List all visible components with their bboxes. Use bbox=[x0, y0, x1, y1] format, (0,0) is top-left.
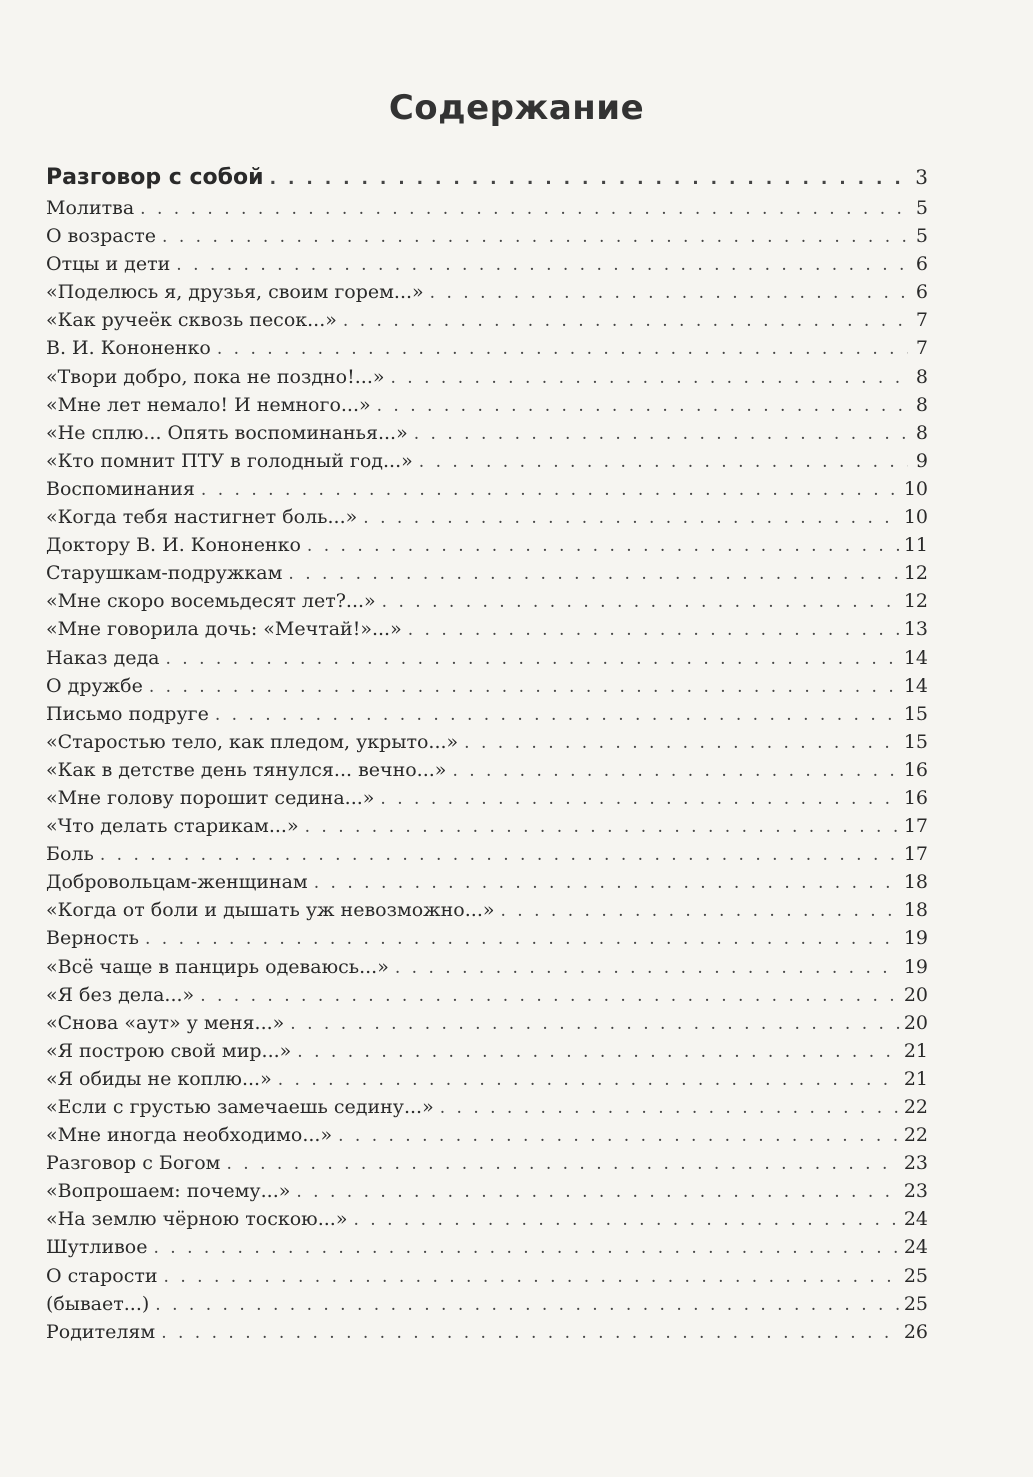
toc-entry-title: «Если с грустью замечаешь седину...» bbox=[46, 1096, 434, 1118]
toc-page-number: 20 bbox=[903, 983, 928, 1006]
dot-leader bbox=[464, 729, 900, 756]
toc-entry bbox=[46, 334, 928, 362]
toc-entry bbox=[46, 306, 928, 334]
toc-entry bbox=[46, 1093, 928, 1121]
toc-entry-title: «Всё чаще в панцирь одеваюсь...» bbox=[46, 955, 389, 978]
toc-entry bbox=[46, 222, 928, 250]
dot-leader bbox=[161, 1319, 900, 1346]
toc-entry-title: «Кто помнит ПТУ в голодный год...» bbox=[46, 449, 413, 472]
toc-entry bbox=[46, 896, 928, 924]
toc-entry-title: «Я построю свой мир...» bbox=[46, 1039, 292, 1062]
toc-entry-title: «Вопрошаем: почему...» bbox=[46, 1180, 291, 1203]
toc-entry bbox=[46, 1037, 928, 1065]
toc-page-number: 8 bbox=[915, 365, 928, 388]
toc-page-number: 18 bbox=[903, 899, 928, 922]
toc-entry bbox=[46, 840, 928, 868]
dot-leader bbox=[140, 195, 908, 222]
dot-leader bbox=[200, 982, 900, 1009]
toc-entry-title: «Мне лет немало! И немного...» bbox=[46, 393, 371, 416]
dot-leader bbox=[408, 616, 900, 643]
toc-entry bbox=[46, 1065, 928, 1093]
toc-entry-title: Добровольцам-женщинам bbox=[46, 871, 308, 894]
toc-entry bbox=[46, 1177, 928, 1205]
dot-leader bbox=[452, 757, 899, 784]
toc-page-number: 9 bbox=[915, 449, 928, 472]
toc-entry bbox=[46, 924, 928, 952]
dot-leader bbox=[377, 392, 908, 419]
toc-page-number: 21 bbox=[903, 1039, 928, 1062]
toc-page-number: 7 bbox=[915, 337, 928, 360]
dot-leader bbox=[296, 1178, 899, 1205]
dot-leader bbox=[391, 364, 909, 391]
toc-entry-title: «Поделюсь я, друзья, своим горем...» bbox=[46, 281, 424, 304]
toc-entry-title: Доктору В. И. Кононенко bbox=[46, 534, 301, 557]
toc-page-number: 17 bbox=[903, 815, 928, 838]
dot-leader bbox=[305, 813, 900, 840]
toc-entry bbox=[46, 812, 928, 840]
toc-entry bbox=[46, 784, 928, 812]
dot-leader bbox=[290, 1010, 900, 1037]
toc-entry bbox=[46, 419, 928, 447]
toc-entry-title: Родителям bbox=[46, 1320, 156, 1343]
toc-entry-title: «Старостью тело, как пледом, укрыто...» bbox=[46, 730, 459, 753]
toc-page-number: 11 bbox=[903, 534, 928, 557]
dot-leader bbox=[363, 504, 900, 531]
toc-page-number: 26 bbox=[903, 1320, 928, 1343]
table-of-contents bbox=[46, 160, 928, 1346]
toc-page-number: 23 bbox=[903, 1180, 928, 1203]
toc-entry-title: Шутливое bbox=[46, 1236, 148, 1259]
toc-entry-title: Письмо подруге bbox=[46, 702, 209, 725]
dot-leader bbox=[343, 307, 908, 334]
toc-entry bbox=[46, 194, 928, 222]
toc-page-number: 5 bbox=[915, 225, 928, 248]
toc-entry bbox=[46, 250, 928, 278]
toc-page-number: 23 bbox=[903, 1152, 928, 1175]
toc-entry-title: «Я без дела...» bbox=[46, 983, 195, 1006]
dot-leader bbox=[145, 925, 900, 952]
toc-entry-title: «Что делать старикам...» bbox=[46, 815, 299, 838]
toc-entry bbox=[46, 531, 928, 559]
toc-entry bbox=[46, 1233, 928, 1261]
toc-page-number: 25 bbox=[903, 1292, 928, 1315]
toc-entry bbox=[46, 644, 928, 672]
toc-entry bbox=[46, 447, 928, 475]
toc-entry-title: «Мне иногда необходимо...» bbox=[46, 1124, 333, 1147]
dot-leader bbox=[165, 645, 899, 672]
toc-entry bbox=[46, 728, 928, 756]
dot-leader bbox=[353, 1206, 899, 1233]
toc-page-number: 22 bbox=[903, 1096, 928, 1118]
dot-leader bbox=[201, 476, 900, 503]
toc-entry bbox=[46, 1205, 928, 1233]
toc-entry-title: О дружбе bbox=[46, 674, 143, 697]
dot-leader bbox=[440, 1094, 900, 1121]
toc-entry bbox=[46, 391, 928, 419]
toc-entry-title: «Не сплю... Опять воспоминанья...» bbox=[46, 421, 408, 444]
toc-entry bbox=[46, 981, 928, 1009]
toc-page-number: 8 bbox=[915, 421, 928, 444]
toc-page-number: 8 bbox=[915, 393, 928, 416]
dot-leader bbox=[164, 1263, 900, 1290]
toc-entry-title: Верность bbox=[46, 927, 139, 950]
toc-entry bbox=[46, 672, 928, 700]
toc-page-number: 18 bbox=[903, 871, 928, 894]
dot-leader bbox=[414, 420, 908, 447]
toc-entry-title: «Как ручеёк сквозь песок...» bbox=[46, 309, 337, 332]
toc-page-number: 15 bbox=[903, 702, 928, 725]
dot-leader bbox=[100, 841, 900, 868]
toc-entry-title: «Мне говорила дочь: «Мечтай!»...» bbox=[46, 618, 402, 641]
toc-entry-title: «Мне голову порошит седина...» bbox=[46, 786, 375, 809]
toc-page-number: 16 bbox=[903, 786, 928, 809]
toc-page-number: 15 bbox=[903, 730, 928, 753]
toc-entry-title: (бывает...) bbox=[46, 1292, 150, 1315]
toc-page-number: 6 bbox=[915, 253, 928, 276]
toc-page-number: 19 bbox=[903, 927, 928, 950]
toc-page-number: 22 bbox=[903, 1124, 928, 1147]
toc-page-number: 25 bbox=[903, 1264, 928, 1287]
dot-leader bbox=[270, 162, 908, 194]
toc-entry bbox=[46, 278, 928, 306]
toc-entry-title: Разговор с Богом bbox=[46, 1152, 221, 1175]
toc-entry-title: «Мне скоро восемьдесят лет?...» bbox=[46, 590, 376, 613]
toc-entry-title: «Как в детстве день тянулся... вечно...» bbox=[46, 758, 447, 781]
toc-page-number: 3 bbox=[915, 165, 928, 189]
dot-leader bbox=[278, 1066, 900, 1093]
toc-page-number: 13 bbox=[903, 618, 928, 641]
toc-entry bbox=[46, 868, 928, 896]
toc-page-number: 12 bbox=[903, 590, 928, 613]
toc-entry bbox=[46, 363, 928, 391]
toc-page-number: 5 bbox=[915, 197, 928, 219]
toc-entry bbox=[46, 587, 928, 615]
toc-entry bbox=[46, 503, 928, 531]
toc-page-number: 10 bbox=[903, 506, 928, 529]
toc-page-number: 17 bbox=[903, 843, 928, 866]
toc-entry bbox=[46, 756, 928, 784]
toc-entry-title: Наказ деда bbox=[46, 646, 160, 669]
dot-leader bbox=[314, 869, 900, 896]
toc-page-number: 16 bbox=[903, 758, 928, 781]
dot-leader bbox=[430, 279, 908, 306]
page-title: Содержание bbox=[388, 88, 645, 128]
toc-page-number: 20 bbox=[903, 1011, 928, 1034]
toc-page-number: 7 bbox=[915, 309, 928, 332]
toc-page-number: 12 bbox=[903, 562, 928, 585]
toc-entry-title: «Снова «аут» у меня...» bbox=[46, 1011, 285, 1034]
toc-entry bbox=[46, 615, 928, 643]
dot-leader bbox=[380, 785, 899, 812]
toc-entry-title: Молитва bbox=[46, 197, 135, 219]
toc-entry bbox=[46, 559, 928, 587]
dot-leader bbox=[176, 251, 908, 278]
toc-entry bbox=[46, 475, 928, 503]
dot-leader bbox=[226, 1150, 899, 1177]
toc-entry-title: «Я обиды не коплю...» bbox=[46, 1067, 272, 1090]
dot-leader bbox=[395, 954, 900, 981]
toc-entry-title: «Когда тебя настигнет боль...» bbox=[46, 506, 358, 529]
toc-entry bbox=[46, 1149, 928, 1177]
toc-page-number: 21 bbox=[903, 1067, 928, 1090]
dot-leader bbox=[215, 701, 900, 728]
toc-page-number: 24 bbox=[903, 1208, 928, 1231]
toc-entry bbox=[46, 1009, 928, 1037]
toc-section-entry bbox=[46, 160, 928, 194]
toc-page-number: 6 bbox=[915, 281, 928, 304]
dot-leader bbox=[419, 448, 908, 475]
dot-leader bbox=[154, 1234, 900, 1261]
toc-entry bbox=[46, 953, 928, 981]
toc-entry bbox=[46, 700, 928, 728]
dot-leader bbox=[338, 1122, 900, 1149]
toc-entry-title: Боль bbox=[46, 843, 94, 866]
dot-leader bbox=[288, 560, 899, 587]
dot-leader bbox=[307, 532, 900, 559]
toc-entry-title: О старости bbox=[46, 1264, 158, 1287]
dot-leader bbox=[297, 1038, 900, 1065]
toc-entry bbox=[46, 1121, 928, 1149]
toc-entry-title: «Твори добро, пока не поздно!...» bbox=[46, 365, 385, 388]
toc-entry-title: В. И. Кононенко bbox=[46, 337, 211, 360]
toc-entry-title: Отцы и дети bbox=[46, 253, 171, 276]
dot-leader bbox=[382, 588, 900, 615]
toc-page-number: 14 bbox=[903, 674, 928, 697]
toc-entry-title: Старушкам-подружкам bbox=[46, 562, 283, 585]
toc-entry-title: Воспоминания bbox=[46, 477, 195, 500]
toc-entry-title: Разговор с собой bbox=[46, 165, 264, 190]
dot-leader bbox=[149, 673, 900, 700]
dot-leader bbox=[155, 1291, 900, 1318]
toc-entry bbox=[46, 1318, 928, 1346]
toc-page-number: 10 bbox=[903, 477, 928, 500]
toc-page-number: 24 bbox=[903, 1236, 928, 1259]
toc-entry-title: «На землю чёрною тоскою...» bbox=[46, 1208, 348, 1231]
toc-entry bbox=[46, 1262, 928, 1290]
dot-leader bbox=[217, 335, 908, 362]
toc-entry bbox=[46, 1290, 928, 1318]
toc-page-number: 14 bbox=[903, 646, 928, 669]
dot-leader bbox=[162, 223, 908, 250]
toc-entry-title: О возрасте bbox=[46, 225, 157, 248]
dot-leader bbox=[501, 897, 900, 924]
toc-entry-title: «Когда от боли и дышать уж невозможно...» bbox=[46, 899, 495, 922]
toc-page-number: 19 bbox=[903, 955, 928, 978]
